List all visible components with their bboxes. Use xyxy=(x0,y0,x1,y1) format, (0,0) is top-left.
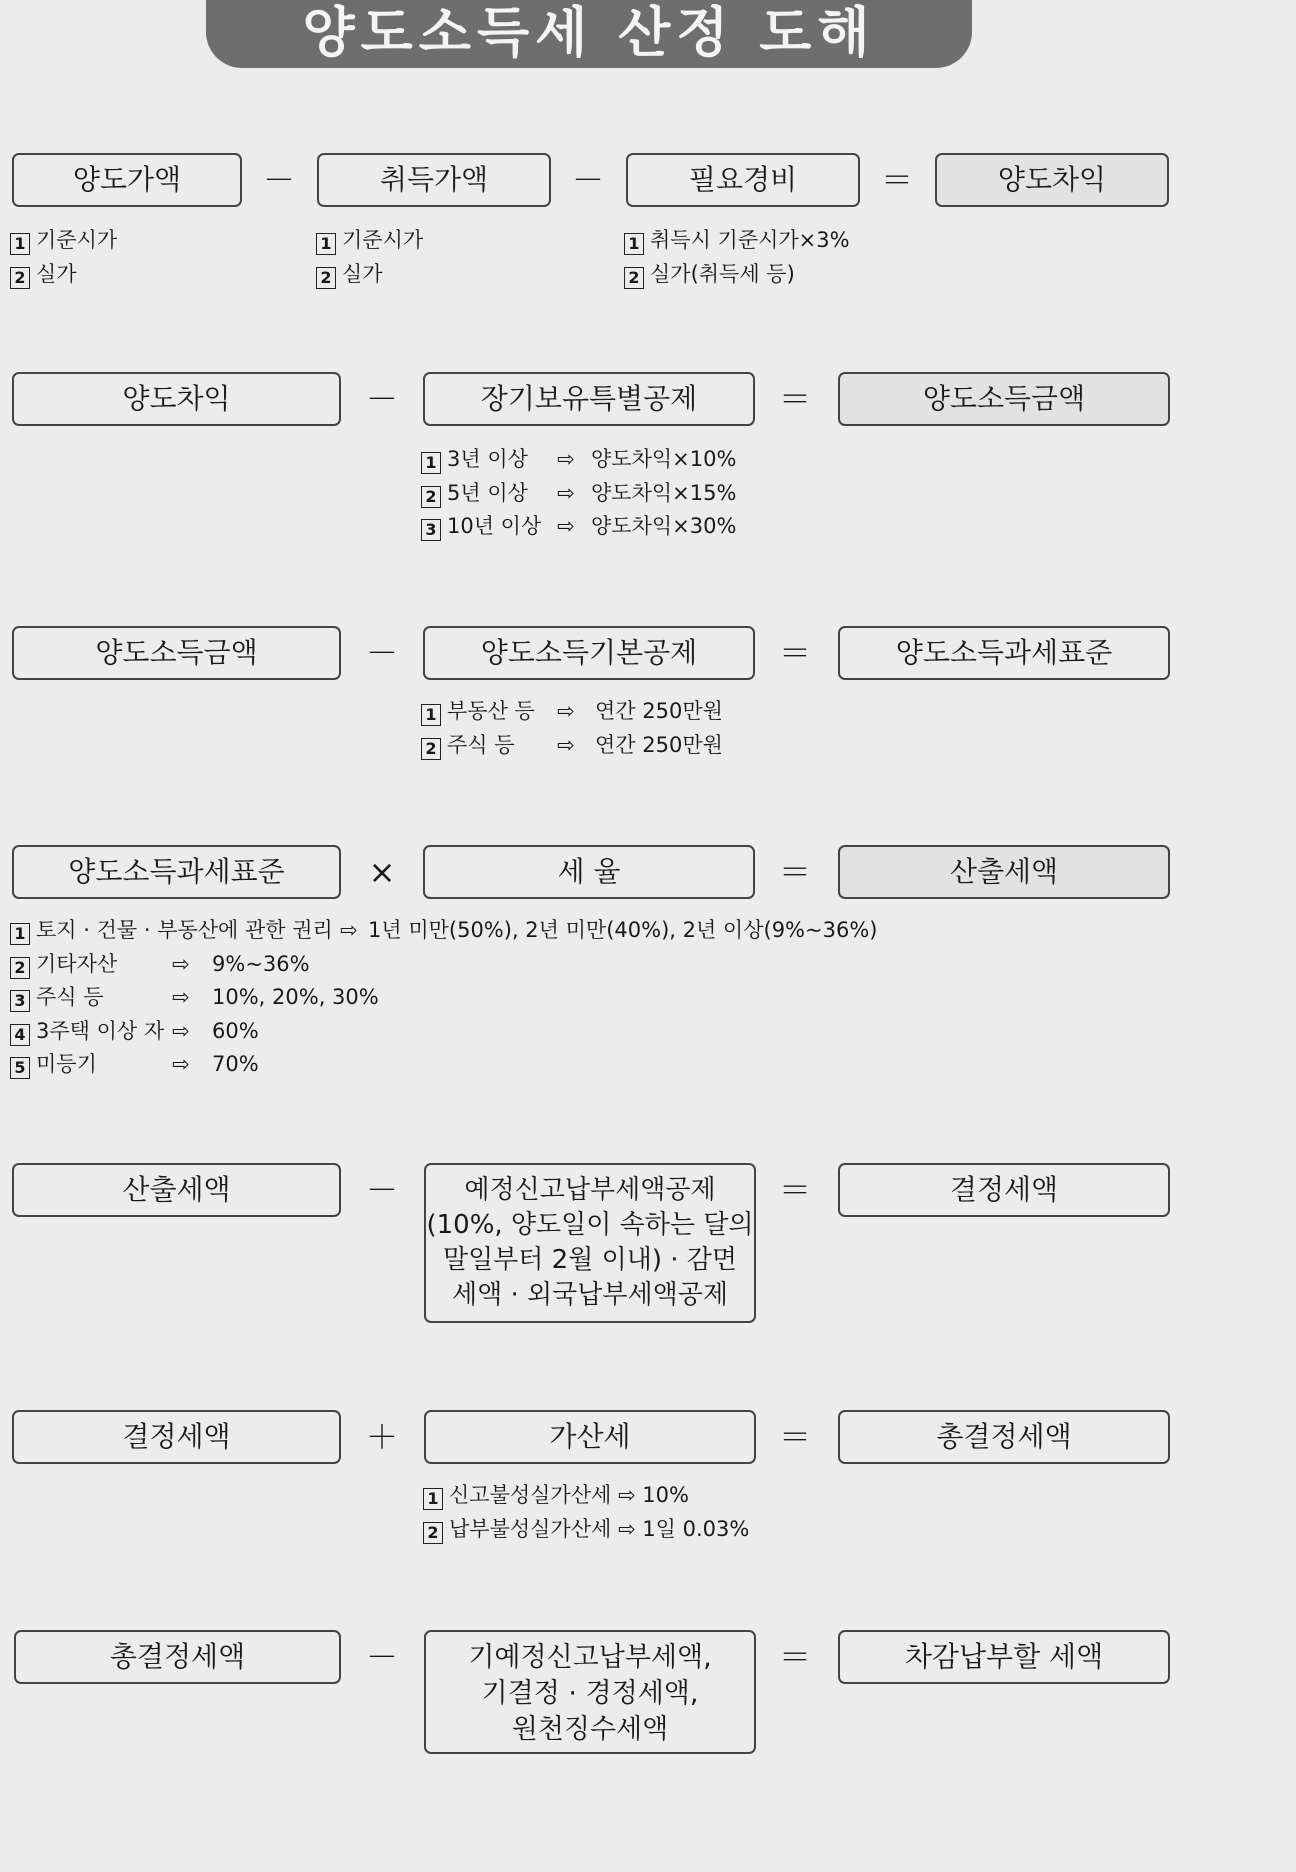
number-badge: 2 xyxy=(10,957,30,979)
note-value: 9%~36% xyxy=(212,951,310,976)
note-value: 10%, 20%, 30% xyxy=(212,985,379,1009)
number-badge: 1 xyxy=(423,1488,443,1510)
equals-operator: ＝ xyxy=(778,634,811,672)
calculated-tax-box: 산출세액 xyxy=(838,845,1170,899)
number-badge: 2 xyxy=(421,486,441,508)
note-label: 신고불성실가산세 xyxy=(449,1483,612,1507)
minus-operator: － xyxy=(571,161,604,199)
note-text: 실가 xyxy=(36,261,77,286)
penalty-tax-notes xyxy=(423,1479,749,1546)
long-term-deduction-box: 장기보유특별공제 xyxy=(423,372,755,426)
equals-operator: ＝ xyxy=(778,380,811,418)
note-value: 1년 미만(50%), 2년 미만(40%), 2년 이상(9%~36%) xyxy=(368,918,878,942)
note-value: 10% xyxy=(642,1483,689,1507)
number-badge: 2 xyxy=(421,738,441,760)
number-badge: 2 xyxy=(10,267,30,289)
number-badge: 3 xyxy=(421,519,441,541)
basic-deduction-box: 양도소득기본공제 xyxy=(423,626,755,680)
number-badge: 2 xyxy=(316,267,336,289)
payable-tax-box: 차감납부할 세액 xyxy=(838,1630,1170,1684)
equals-operator: ＝ xyxy=(778,853,811,891)
note-line xyxy=(423,1479,749,1513)
number-badge: 2 xyxy=(423,1522,443,1544)
note-label: 10년 이상 xyxy=(447,514,542,538)
note-line xyxy=(421,477,736,511)
note-line xyxy=(624,224,850,258)
number-badge: 5 xyxy=(10,1057,30,1079)
determined-tax-box: 결정세액 xyxy=(12,1410,341,1464)
arrow-icon: ⇨ xyxy=(617,1483,636,1507)
penalty-tax-box: 가산세 xyxy=(424,1410,756,1464)
plus-operator: ＋ xyxy=(365,1418,398,1456)
arrow-icon: ⇨ xyxy=(557,447,575,471)
arrow-icon: ⇨ xyxy=(557,480,575,505)
equals-operator: ＝ xyxy=(778,1638,811,1676)
note-text: 기준시가 xyxy=(36,228,118,252)
multiply-operator: × xyxy=(368,853,396,891)
note-line xyxy=(316,224,423,258)
note-line xyxy=(316,258,423,292)
note-label: 미등기 xyxy=(36,1052,97,1076)
note-label: 3년 이상 xyxy=(447,447,528,471)
arrow-icon: ⇨ xyxy=(557,732,575,757)
sale-price-box: 양도가액 xyxy=(12,153,242,207)
sale-price-notes xyxy=(10,224,117,291)
number-badge: 1 xyxy=(421,704,441,726)
note-line xyxy=(423,1513,749,1547)
necessary-expenses-notes xyxy=(624,224,850,291)
long-term-deduction-notes xyxy=(421,443,736,544)
note-text: 실가(취득세 등) xyxy=(650,261,795,286)
note-label: 3주택 이상 자 xyxy=(36,1018,165,1043)
note-value: 연간 250만원 xyxy=(595,699,723,723)
arrow-icon: ⇨ xyxy=(172,1018,190,1043)
equals-operator: ＝ xyxy=(778,1418,811,1456)
number-badge: 1 xyxy=(624,233,644,255)
arrow-icon: ⇨ xyxy=(557,514,575,538)
arrow-icon: ⇨ xyxy=(172,951,190,976)
note-label: 부동산 등 xyxy=(447,699,535,723)
calculated-tax-box: 산출세액 xyxy=(12,1163,341,1217)
transfer-income-box: 양도소득금액 xyxy=(12,626,341,680)
minus-operator: － xyxy=(365,1638,398,1676)
note-line xyxy=(10,1015,877,1049)
capital-gain-box: 양도차익 xyxy=(935,153,1169,207)
note-label: 5년 이상 xyxy=(447,480,528,505)
arrow-icon: ⇨ xyxy=(172,985,190,1009)
note-label: 토지 · 건물 · 부동산에 관한 권리 xyxy=(36,918,333,942)
note-value: 양도차익×15% xyxy=(591,480,737,505)
prepaid-tax-box: 기예정신고납부세액, 기결정 · 경정세액, 원천징수세액 xyxy=(424,1630,756,1754)
number-badge: 1 xyxy=(10,233,30,255)
number-badge: 3 xyxy=(10,990,30,1012)
basic-deduction-notes xyxy=(421,695,723,762)
note-text: 취득시 기준시가×3% xyxy=(650,228,850,252)
note-value: 양도차익×10% xyxy=(591,447,737,471)
note-line xyxy=(624,258,850,292)
determined-tax-box: 결정세액 xyxy=(838,1163,1170,1217)
note-line xyxy=(421,695,723,729)
note-line xyxy=(10,948,877,982)
note-line xyxy=(421,443,736,477)
title-banner xyxy=(206,0,972,68)
arrow-icon: ⇨ xyxy=(172,1052,190,1076)
number-badge: 2 xyxy=(624,267,644,289)
note-value: 70% xyxy=(212,1052,259,1076)
note-line xyxy=(421,729,723,763)
tax-base-box: 양도소득과세표준 xyxy=(838,626,1170,680)
note-line xyxy=(10,981,877,1015)
note-line xyxy=(10,1048,877,1082)
note-label: 주식 등 xyxy=(36,985,104,1009)
minus-operator: － xyxy=(365,380,398,418)
preliminary-credit-box: 예정신고납부세액공제 (10%, 양도일이 속하는 달의 말일부터 2월 이내) · 감면 세액 · 외국납부세액공제 xyxy=(424,1163,756,1323)
tax-rate-box: 세 율 xyxy=(423,845,755,899)
note-value: 60% xyxy=(212,1018,259,1043)
note-label: 납부불성실가산세 xyxy=(449,1516,612,1541)
tax-base-box: 양도소득과세표준 xyxy=(12,845,341,899)
equals-operator: ＝ xyxy=(880,161,913,199)
necessary-expenses-box: 필요경비 xyxy=(626,153,860,207)
number-badge: 4 xyxy=(10,1024,30,1046)
equals-operator: ＝ xyxy=(778,1171,811,1209)
note-line xyxy=(10,258,117,292)
capital-gain-box: 양도차익 xyxy=(12,372,341,426)
tax-rate-notes xyxy=(10,914,877,1082)
acquisition-price-box: 취득가액 xyxy=(317,153,551,207)
note-line xyxy=(10,914,877,948)
arrow-icon: ⇨ xyxy=(557,699,575,723)
minus-operator: － xyxy=(365,1171,398,1209)
note-value: 연간 250만원 xyxy=(595,732,723,757)
note-line xyxy=(10,224,117,258)
minus-operator: － xyxy=(262,161,295,199)
acquisition-price-notes xyxy=(316,224,423,291)
note-line xyxy=(421,510,736,544)
note-text: 기준시가 xyxy=(342,228,424,252)
transfer-income-box: 양도소득금액 xyxy=(838,372,1170,426)
total-determined-tax-box: 총결정세액 xyxy=(838,1410,1170,1464)
number-badge: 1 xyxy=(10,923,30,945)
page-title: 양도소득세 산정 도해 xyxy=(302,0,876,64)
arrow-icon: ⇨ xyxy=(340,918,358,942)
note-value: 양도차익×30% xyxy=(591,514,737,538)
note-label: 기타자산 xyxy=(36,951,118,976)
arrow-icon: ⇨ xyxy=(617,1516,636,1541)
note-text: 실가 xyxy=(342,261,383,286)
number-badge: 1 xyxy=(316,233,336,255)
number-badge: 1 xyxy=(421,452,441,474)
note-value: 1일 0.03% xyxy=(642,1516,750,1541)
note-label: 주식 등 xyxy=(447,732,515,757)
total-determined-tax-box: 총결정세액 xyxy=(14,1630,341,1684)
minus-operator: － xyxy=(365,634,398,672)
